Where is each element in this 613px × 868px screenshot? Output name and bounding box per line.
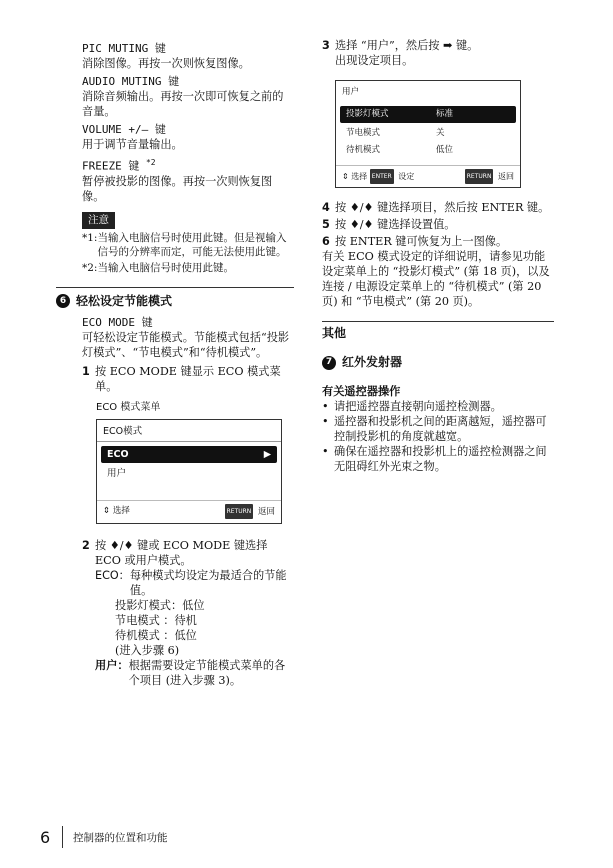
- user-menu-title: 用户: [342, 87, 360, 97]
- step-4-number: 4: [322, 201, 330, 214]
- eco-menu-item-eco-label: ECO: [107, 448, 129, 460]
- eco-option: [95, 568, 294, 598]
- note-badge: 注意: [82, 212, 115, 229]
- up-down-arrows-icon: ⇕: [342, 172, 349, 181]
- pic-muting-key: PIC MUTING 键: [82, 42, 166, 55]
- step-1-text: 按 ECO MODE 键显示 ECO 模式菜单。: [95, 364, 281, 393]
- eco-menu-return-label: 返回: [257, 506, 275, 517]
- eco-mode-menu: [96, 419, 282, 524]
- section-7-heading: [322, 355, 556, 370]
- user-option-text: 根据需要设定节能模式菜单的各个项目 (进入步骤 3)。: [128, 658, 286, 687]
- user-menu-select-hint: [342, 169, 414, 184]
- user-menu-row-power-saving[interactable]: [340, 125, 516, 142]
- enter-key-icon: ENTER: [370, 169, 394, 184]
- user-menu-row-standby-label: 待机模式: [346, 145, 381, 155]
- remote-bullet-3: [322, 444, 556, 474]
- eco-option-values: [115, 598, 294, 658]
- freeze-key: FREEZE 键: [82, 159, 140, 173]
- user-menu: [335, 80, 521, 188]
- user-menu-select-label: 选择: [351, 172, 368, 181]
- remote-bullet-1-text: 请把遥控器直接朝向遥控检测器。: [334, 400, 502, 413]
- note-1: [82, 231, 294, 259]
- step-2-text: 按 ♦/♦ 键或 ECO MODE 键选择 ECO 或用户模式。: [95, 538, 268, 567]
- user-menu-return-hint: [465, 169, 514, 184]
- user-menu-set-label: 设定: [398, 172, 415, 181]
- note-2-text: 当输入电脑信号时使用此键。: [97, 261, 234, 274]
- footer-chapter-title: 控制器的位置和功能: [73, 831, 168, 844]
- eco-menu-select-label: 选择: [112, 506, 130, 517]
- step-1-number: 1: [82, 364, 90, 378]
- step-2: [82, 538, 294, 568]
- freeze-key-line: [82, 155, 294, 174]
- eco-menu-item-eco[interactable]: [101, 446, 277, 463]
- eco-option-text: 每种模式均设定为最适合的节能值。: [129, 568, 287, 597]
- section-6-title: 轻松设定节能模式: [76, 293, 173, 308]
- eco-value-lamp: 投影灯模式：低位: [115, 598, 205, 612]
- step-1: [82, 364, 294, 394]
- user-menu-row-lamp[interactable]: [340, 106, 516, 123]
- audio-muting-desc: 消除音频输出。再按一次即可恢复之前的音量。: [82, 90, 284, 118]
- section-6-number: 6: [56, 294, 70, 308]
- user-option-label: 用户：: [95, 658, 129, 672]
- step-4: [322, 200, 556, 215]
- user-menu-row-lamp-label: 投影灯模式: [346, 109, 389, 119]
- section-7-title: 红外发射器: [342, 355, 403, 369]
- page-footer: [40, 826, 168, 848]
- note-2-mark: *2:: [82, 261, 98, 274]
- eco-option-label: ECO：: [95, 568, 130, 582]
- step-3-number: 3: [322, 39, 330, 52]
- remote-bullet-1: [322, 399, 556, 414]
- bullet-icon: •: [322, 445, 329, 458]
- user-menu-row-standby-value: 低位: [436, 145, 454, 155]
- audio-muting-key: AUDIO MUTING 键: [82, 75, 180, 88]
- remote-bullet-3-text: 确保在遥控器和投影机上的遥控检测器之间无阻碍红外光束之物。: [334, 445, 547, 473]
- eco-mode-key: ECO MODE 键: [82, 315, 153, 329]
- step-4-text: 按 ♦/♦ 键选择项目，然后按 ENTER 键。: [335, 201, 550, 214]
- remote-control-heading: 有关遥控器操作: [322, 385, 401, 398]
- eco-value-goto-step: (进入步骤 6): [115, 643, 180, 657]
- section-7-number: 7: [322, 356, 336, 370]
- right-column: [322, 38, 556, 474]
- step-3-sub: 出现设定项目。: [335, 54, 414, 67]
- eco-value-power-saving: 节电模式 ：待机: [115, 613, 197, 627]
- return-key-icon: RETURN: [225, 504, 254, 519]
- bullet-icon: •: [322, 400, 329, 413]
- page-number: 6: [40, 827, 51, 847]
- step-6-text: 按 ENTER 键可恢复为上一图像。: [335, 235, 508, 248]
- step-6-number: 6: [322, 235, 330, 248]
- eco-menu-title: ECO模式: [97, 420, 281, 442]
- user-option: [95, 658, 294, 688]
- step-3-text: 选择 “用户”，然后按 ➡ 键。: [335, 39, 479, 52]
- remote-bullet-2-text: 遥控器和投影机之间的距离越短，遥控器可控制投影机的角度就越宽。: [334, 415, 547, 443]
- bullet-icon: •: [322, 415, 329, 428]
- user-menu-row-power-saving-label: 节电模式: [346, 128, 381, 138]
- other-heading: 其他: [322, 321, 554, 341]
- footer-divider: [62, 826, 63, 848]
- step-5-text: 按 ♦/♦ 键选择设置值。: [335, 218, 456, 231]
- eco-menu-item-user[interactable]: [101, 465, 277, 482]
- section-6-heading: [56, 287, 294, 309]
- user-menu-footer: [336, 165, 520, 187]
- pic-muting-desc: 消除图像。再按一次则恢复图像。: [82, 57, 250, 70]
- eco-value-standby: 待机模式 ：低位: [115, 628, 197, 642]
- user-menu-row-lamp-value: 标准: [436, 109, 454, 119]
- note-1-text: 当输入电脑信号时使用此键。但是视输入信号的分辨率而定，可能无法使用此键。: [97, 231, 287, 258]
- up-down-arrows-icon: ⇕: [103, 506, 111, 517]
- eco-mode-desc: 可轻松设定节能模式。节能模式包括“投影灯模式”、“节电模式”和“待机模式”。: [82, 330, 290, 359]
- eco-menu-footer: [97, 500, 281, 523]
- eco-menu-caption: ECO 模式菜单: [96, 401, 161, 413]
- note-2: [82, 261, 294, 275]
- eco-menu-select-hint: [103, 504, 130, 519]
- left-column: [59, 38, 294, 688]
- freeze-desc: 暂停被投影的图像。再按一次则恢复图像。: [82, 174, 273, 203]
- eco-menu-return-hint: [225, 504, 275, 520]
- note-1-mark: *1:: [82, 231, 98, 244]
- chevron-right-icon: ▶: [263, 448, 271, 460]
- volume-desc: 用于调节音量输出。: [82, 138, 183, 151]
- remote-bullet-2: [322, 414, 556, 444]
- step-5-number: 5: [322, 218, 330, 231]
- step-2-number: 2: [82, 538, 90, 552]
- step-5: [322, 217, 556, 232]
- eco-detail-reference: 有关 ECO 模式设定的详细说明，请参见功能设定菜单上的 “投影灯模式” (第 18 页)，以及连接 / 电源设定菜单上的 “待机模式” (第 20 页) 和 “节电模式” (第 20 页)。: [322, 250, 550, 308]
- user-menu-row-power-saving-value: 关: [436, 128, 445, 138]
- volume-key: VOLUME +/– 键: [82, 123, 166, 136]
- eco-menu-item-user-label: 用户: [107, 467, 127, 479]
- user-menu-return-label: 返回: [498, 172, 514, 181]
- user-menu-row-standby[interactable]: [340, 142, 516, 159]
- step-3: [322, 38, 556, 53]
- step-6: [322, 234, 556, 249]
- return-key-icon: RETURN: [465, 169, 494, 184]
- freeze-footnote-mark: *2: [145, 158, 156, 167]
